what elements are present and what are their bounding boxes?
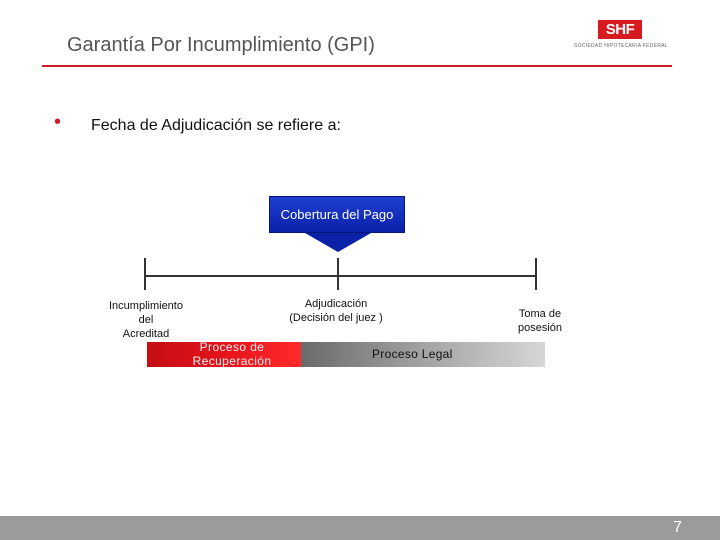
bar-proceso-recuperacion-label: Proceso de Recuperación	[192, 340, 272, 368]
footer-bar	[0, 516, 720, 540]
shf-logo	[572, 20, 670, 52]
coverage-box: Cobertura del Pago	[269, 196, 405, 233]
logo-mark: SHF	[598, 20, 642, 39]
timeline-tick-adjudicacion	[337, 258, 339, 290]
label-incumplimiento: Incumplimiento del Acreditad	[109, 300, 183, 340]
bullet-text: Fecha de Adjudicación se refiere a:	[91, 117, 341, 134]
page-number: 7	[673, 519, 682, 536]
slide-title: Garantía Por Incumplimiento (GPI)	[67, 34, 375, 56]
logo-subtitle: SOCIEDAD HIPOTECARIA FEDERAL	[574, 43, 668, 49]
title-underline	[42, 65, 672, 67]
timeline-tick-incumplimiento	[144, 258, 146, 290]
timeline-axis	[144, 275, 537, 277]
label-toma-posesion: Toma de posesión	[517, 308, 563, 334]
coverage-arrow-icon	[305, 233, 371, 252]
label-adjudicacion: Adjudicación (Decisión del juez )	[289, 298, 383, 324]
timeline-tick-toma	[535, 258, 537, 290]
bar-proceso-legal-label: Proceso Legal	[372, 347, 453, 361]
bullet-icon: •	[54, 111, 62, 133]
